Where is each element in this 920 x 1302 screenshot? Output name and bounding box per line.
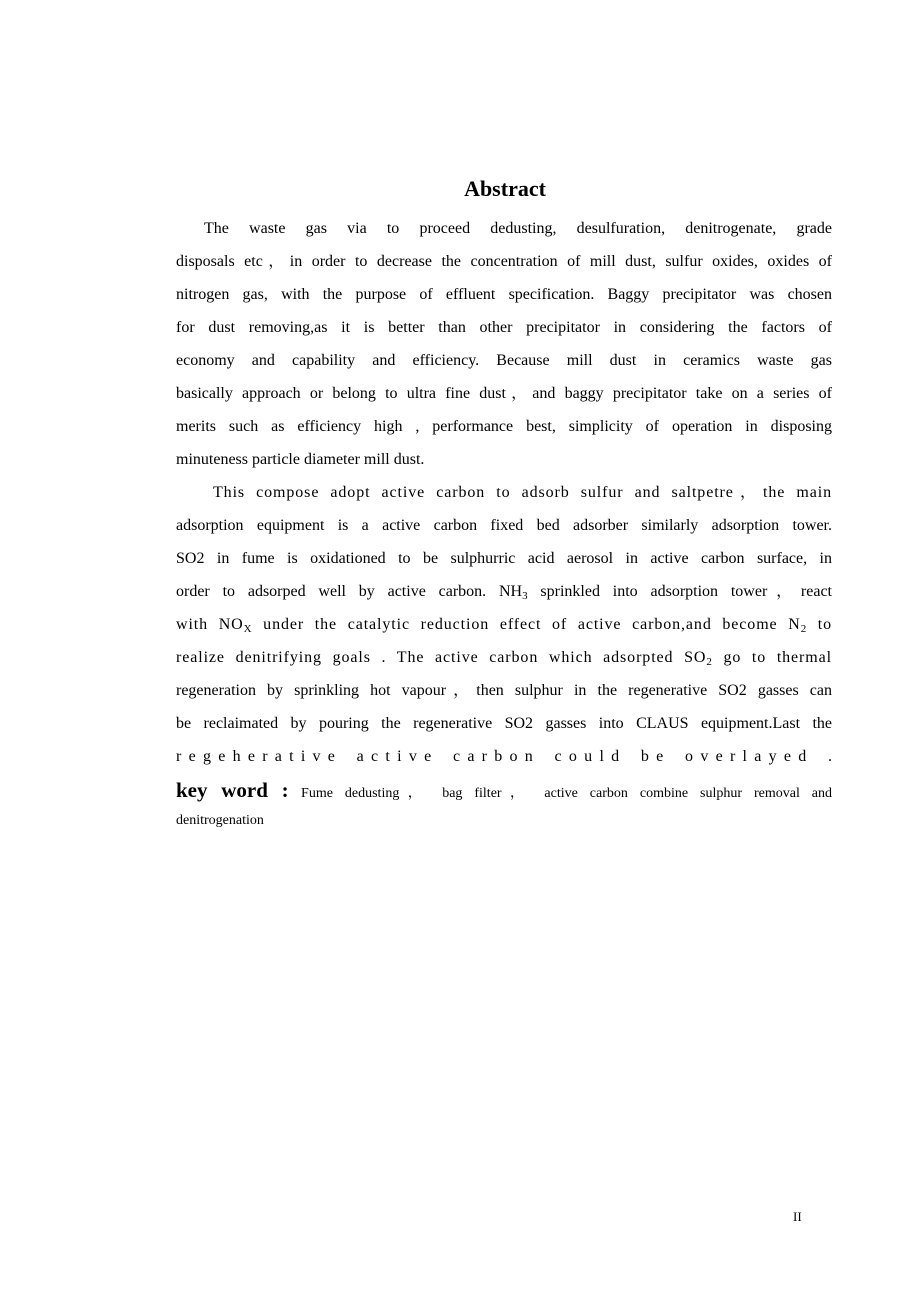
line-text: under the catalytic reduction effect of active carbon,and become N [252,616,801,633]
paragraph-2-line: be reclaimated by pouring the regenerative SO2 gasses into CLAUS equipment.Last the [176,715,832,732]
abstract-paragraph-2 [176,476,832,773]
paragraph-2-line [176,608,832,641]
line-text: with NO [176,616,244,633]
keywords-block [176,773,832,835]
keywords-text-continued: denitrogenation [176,813,264,828]
paragraph-1-line: minuteness particle diameter mill dust. [176,451,425,468]
paragraph-1-line: basically approach or belong to ultra fine dust，and baggy precipitator take on a series of [176,385,832,402]
paragraph-2-line: adsorption equipment is a active carbon fixed bed adsorber similarly adsorption tower. [176,517,832,534]
paragraph-2-line: SO2 in fume is oxidationed to be sulphurric acid aerosol in active carbon surface, in [176,550,832,567]
paragraph-2-line: regeneration by sprinkling hot vapour，then sulphur in the regenerative SO2 gasses can [176,682,832,699]
page-title: Abstract [464,176,546,201]
paragraph-1-line: economy and capability and efficiency. Because mill dust in ceramics waste gas [176,352,832,369]
line-text: go to thermal [712,649,832,666]
subscript: 3 [522,590,528,602]
line-text: to [807,616,833,633]
subscript: X [243,623,253,635]
paragraph-2-line: r e g e h e r a t i v e a c t i v e c a r b o n c o u l d b e o v e r l a y e d . [176,748,832,765]
subscript: 2 [800,623,808,635]
paragraph-1-line: disposals etc，in order to decrease the concentration of mill dust, sulfur oxides, oxides of [176,253,832,270]
paragraph-1-line: The waste gas via to proceed dedusting, desulfuration, denitrogenate, grade [204,220,832,237]
line-text: order to adsorped well by active carbon. NH [176,583,523,600]
paragraph-1-line: merits such as efficiency high , performance best, simplicity of operation in disposing [176,418,832,435]
abstract-paragraph-1 [176,212,832,476]
paragraph-2-line [176,575,832,608]
keywords-line [176,773,832,807]
abstract-body [176,212,832,835]
line-text: sprinkled into adsorption tower，react [527,583,833,600]
keywords-label: key word : [176,778,289,802]
subscript: 2 [706,656,713,668]
paragraph-1-line: nitrogen gas, with the purpose of effluent specification. Baggy precipitator was chosen [176,286,832,303]
keywords-text: Fume dedusting， bag filter， active carbon combine sulphur removal and [301,786,833,801]
paragraph-1-line: for dust removing,as it is better than other precipitator in considering the factors of [176,319,832,336]
paragraph-2-line: This compose adopt active carbon to adsorb sulfur and saltpetre，the main [213,484,832,501]
page-number: II [793,1209,802,1224]
paragraph-2-line [176,641,832,674]
line-text: realize denitrifying goals . The active carbon which adsorpted SO [176,649,707,666]
